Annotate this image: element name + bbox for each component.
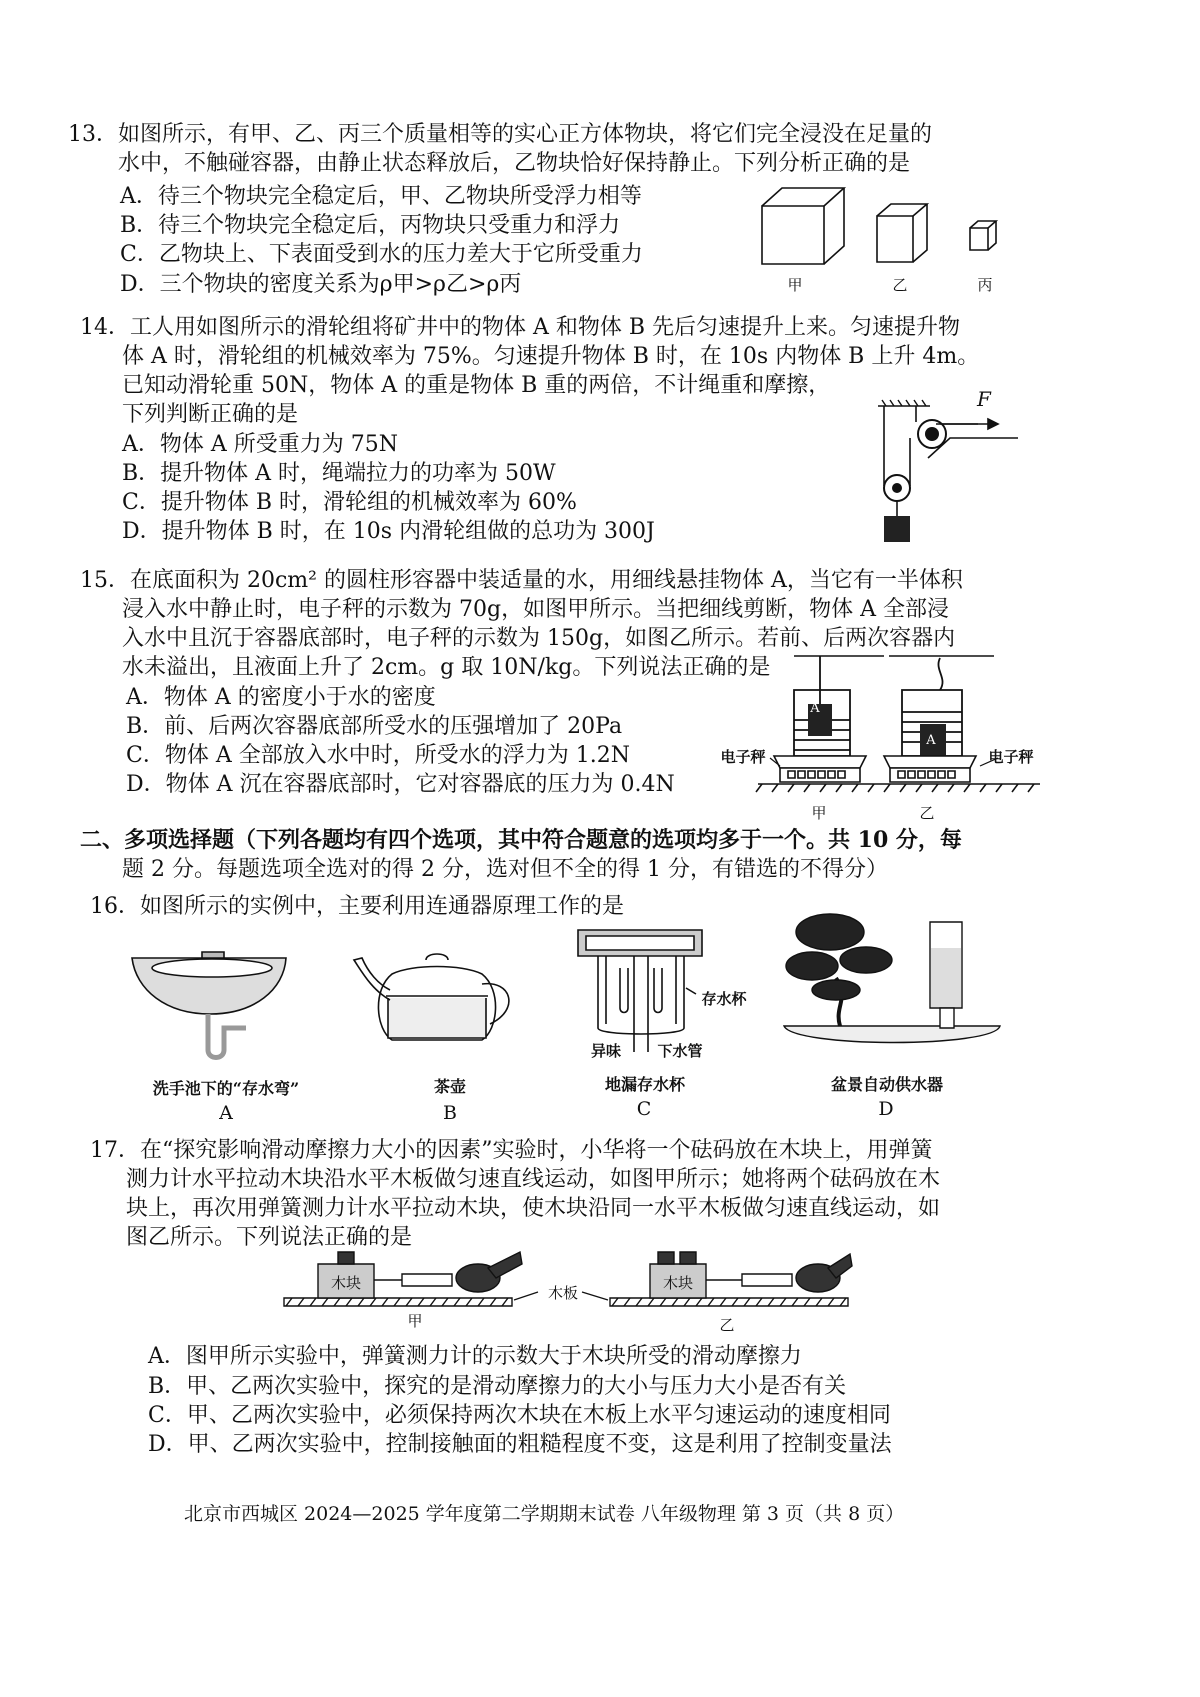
scale-yi: [884, 756, 976, 782]
q16-caption-b: 茶壶: [433, 1077, 466, 1096]
q14-stem-line3: 已知动滑轮重 50N，物体 A 的重是物体 B 重的两倍，不计绳重和摩擦，: [122, 373, 831, 398]
section2-heading-line1: 二、多项选择题（下列各题均有四个选项，其中符合题意的选项均多于一个。共 10 分，每: [80, 827, 962, 853]
q17-board-label: 木板: [547, 1284, 578, 1302]
q16-figure-d-bonsai: [780, 908, 1010, 1058]
q16-letter-d: D: [878, 1098, 894, 1120]
q13-label-yi: 乙: [892, 276, 908, 294]
q13-cubes-figure: [760, 186, 1020, 266]
q17-stem-line1: 17．在“探究影响滑动摩擦力大小的因素”实验时，小华将一个砝码放在木块上，用弹簧: [90, 1138, 933, 1163]
q15-stem-line1: 15．在底面积为 20cm² 的圆柱形容器中装适量的水，用细线悬挂物体 A，当它有一半体积: [80, 568, 963, 593]
ceiling-hatch: [878, 400, 930, 406]
board-yi: [610, 1298, 848, 1306]
q16-label-pipe: 下水管: [657, 1042, 703, 1060]
q17-label-yi: 乙: [719, 1316, 735, 1334]
q17-option-b: B．甲、乙两次实验中，探究的是滑动摩擦力的大小与压力大小是否有关: [148, 1374, 847, 1399]
scale-jia: [774, 756, 866, 782]
q16-letter-c: C: [636, 1098, 652, 1120]
table-ground: [756, 784, 1040, 792]
q15-stem-line4: 水未溢出，且液面上升了 2cm。g 取 10N/kg。下列说法正确的是: [122, 655, 771, 680]
q15-label-yi: 乙: [919, 804, 935, 822]
q16-stem: 16．如图所示的实例中，主要利用连通器原理工作的是: [90, 894, 624, 919]
page-footer: 北京市西城区 2024—2025 学年度第二学期期末试卷 八年级物理 第 3 页（共 8 页）: [184, 1503, 905, 1525]
q15-block-label-jia: A: [810, 701, 820, 716]
q13-label-bing: 丙: [977, 276, 993, 294]
q14-option-a: A．物体 A 所受重力为 75N: [122, 432, 398, 457]
q17-stem-line2: 测力计水平拉动木块沿水平木板做匀速直线运动，如图甲所示；她将两个砝码放在木: [126, 1167, 941, 1192]
q17-stem-line4: 图乙所示。下列说法正确的是: [126, 1225, 413, 1250]
q17-block-label-jia: 木块: [330, 1274, 361, 1292]
q14-stem-line1: 14．工人用如图所示的滑轮组将矿井中的物体 A 和物体 B 先后匀速提升上来。匀速提升物: [80, 315, 961, 340]
q15-stem-line3: 入水中且沉于容器底部时，电子秤的示数为 150g，如图乙所示。若前、后两次容器内: [122, 626, 956, 651]
q16-caption-c: 地漏存水杯: [604, 1075, 685, 1094]
force-arrow: [940, 419, 998, 429]
q17-stem-line3: 块上，再次用弹簧测力计水平拉动木块，使木块沿同一水平木板做匀速直线运动，如: [126, 1196, 941, 1221]
q16-letter-a: A: [219, 1102, 233, 1124]
q14-pulley-figure: [870, 398, 1020, 548]
q14-option-c: C．提升物体 B 时，滑轮组的机械效率为 60%: [122, 490, 577, 515]
q16-figure-b-teapot: [352, 950, 522, 1070]
board-jia: [284, 1298, 512, 1306]
q17-option-a: A．图甲所示实验中，弹簧测力计的示数大于木块所受的滑动摩擦力: [148, 1344, 802, 1369]
cube-jia: [762, 188, 844, 264]
q15-option-c: C．物体 A 全部放入水中时，所受水的浮力为 1.2N: [126, 743, 630, 768]
q13-label-jia: 甲: [787, 276, 803, 294]
q15-scale-label-left: 电子秤: [720, 748, 766, 766]
ground-edge: [928, 438, 1018, 458]
q17-block-label-yi: 木块: [662, 1274, 693, 1292]
q13-option-c: C．乙物块上、下表面受到水的压力差大于它所受重力: [120, 242, 643, 267]
q16-label-smell: 异味: [590, 1042, 621, 1060]
q14-force-label: F: [977, 387, 991, 411]
q14-option-d: D．提升物体 B 时，在 10s 内滑轮组做的总功为 300J: [122, 519, 655, 544]
q13-option-a: A．待三个物块完全稳定后，甲、乙物块所受浮力相等: [120, 184, 642, 209]
q13-stem-line2: 水中，不触碰容器，由静止状态释放后，乙物块恰好保持静止。下列分析正确的是: [118, 151, 911, 176]
q15-scale-label-right: 电子秤: [988, 748, 1034, 766]
q13-option-b: B．待三个物块完全稳定后，丙物块只受重力和浮力: [120, 213, 621, 238]
q17-label-jia: 甲: [407, 1312, 423, 1330]
q17-option-c: C．甲、乙两次实验中，必须保持两次木块在木板上水平匀速运动的速度相同: [148, 1403, 891, 1428]
q14-stem-line2: 体 A 时，滑轮组的机械效率为 75%。匀速提升物体 B 时，在 10s 内物体 B 上升 4m。: [122, 344, 980, 369]
q15-option-b: B．前、后两次容器底部所受水的压强增加了 20Pa: [126, 714, 623, 739]
movable-pulley: [884, 475, 910, 516]
q13-stem-line1: 13．如图所示，有甲、乙、丙三个质量相等的实心正方体物块，将它们完全浸没在足量的: [68, 122, 932, 147]
q16-figure-a-sink: [128, 950, 298, 1070]
q15-block-label-yi: A: [926, 733, 936, 748]
q17-option-d: D．甲、乙两次实验中，控制接触面的粗糙程度不变，这是利用了控制变量法: [148, 1432, 892, 1457]
cube-bing: [970, 221, 996, 250]
q16-caption-a: 洗手池下的“存水弯”: [152, 1079, 300, 1098]
pulley-ropes: [884, 406, 978, 486]
q15-stem-line2: 浸入水中静止时，电子秤的示数为 70g，如图甲所示。当把细线剪断，物体 A 全部浸: [122, 597, 949, 622]
hanging-weight: [884, 516, 910, 542]
q13-option-d: D．三个物块的密度关系为ρ甲>ρ乙>ρ丙: [120, 272, 522, 297]
section2-heading-line2: 题 2 分。每题选项全选对的得 2 分，选对但不全的得 1 分，有错选的不得分）: [122, 857, 888, 882]
cube-yi: [877, 204, 927, 262]
q15-scale-figure: [754, 650, 1044, 810]
q16-letter-b: B: [443, 1102, 457, 1124]
q16-caption-d: 盆景自动供水器: [830, 1075, 943, 1094]
q15-label-jia: 甲: [811, 804, 827, 822]
q14-option-b: B．提升物体 A 时，绳端拉力的功率为 50W: [122, 461, 556, 486]
q15-option-a: A．物体 A 的密度小于水的密度: [126, 685, 436, 710]
q16-label-cup: 存水杯: [701, 990, 747, 1008]
q14-stem-line4: 下列判断正确的是: [122, 402, 299, 427]
q15-option-d: D．物体 A 沉在容器底部时，它对容器底的压力为 0.4N: [126, 772, 675, 797]
